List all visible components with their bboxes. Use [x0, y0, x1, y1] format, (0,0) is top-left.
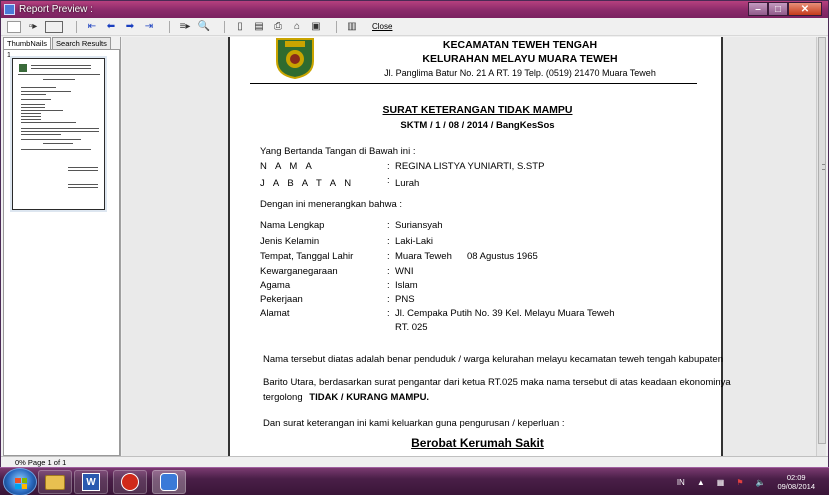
- flag-alert-icon[interactable]: ⚑: [736, 477, 744, 487]
- purpose-text: Berobat Kerumah Sakit: [411, 436, 544, 450]
- colon: :: [387, 175, 390, 186]
- paragraph-3-prefix: tergolong: [263, 392, 303, 403]
- tab-search-results[interactable]: Search Results: [52, 37, 111, 49]
- open-icon[interactable]: ⌂: [293, 21, 301, 32]
- signer-name-value: REGINA LISTYA YUNIARTI, S.STP: [395, 161, 545, 172]
- toolbar-separator: [224, 21, 225, 33]
- page-thumbnail[interactable]: [12, 58, 105, 210]
- name-label: Nama Lengkap: [260, 220, 325, 231]
- thumb-line: [31, 68, 91, 69]
- close-window-button[interactable]: ✕: [788, 2, 822, 16]
- print-setup-icon[interactable]: ▤: [254, 21, 264, 32]
- religion-label: Agama: [260, 280, 291, 291]
- address-value-line-1: Jl. Cempaka Putih No. 39 Kel. Melayu Muara Teweh: [395, 308, 615, 319]
- start-button[interactable]: [3, 468, 37, 495]
- birth-label: Tempat, Tanggal Lahir: [260, 251, 354, 262]
- document-page: [228, 37, 731, 456]
- network-icon[interactable]: ▦: [716, 477, 725, 487]
- thumb-logo-icon: [19, 64, 27, 72]
- exit-icon[interactable]: ▥: [347, 21, 357, 32]
- colon: :: [387, 236, 390, 247]
- red-app-icon: [121, 473, 139, 491]
- regency-emblem-icon: [275, 37, 315, 79]
- thumb-line: [21, 107, 45, 108]
- signer-position-label: J A B A T A N: [260, 178, 355, 189]
- print-icon[interactable]: ⎙: [274, 21, 282, 32]
- thumb-line: [68, 184, 98, 185]
- taskbar-explorer[interactable]: [38, 470, 72, 494]
- intro-text: Yang Bertanda Tangan di Bawah ini :: [260, 146, 416, 157]
- colon: :: [387, 280, 390, 291]
- window-controls: [748, 2, 822, 16]
- name-value: Suriansyah: [395, 220, 443, 231]
- thumb-line: [68, 187, 98, 188]
- folder-icon: [45, 475, 65, 490]
- colon: :: [387, 161, 390, 172]
- thumb-line: [43, 143, 73, 144]
- thumb-line: [21, 119, 41, 120]
- thumb-line: [31, 65, 91, 66]
- minimize-button[interactable]: –: [748, 2, 768, 16]
- toolbar-separator: [336, 21, 337, 33]
- thumb-line: [21, 110, 63, 111]
- address-value-line-2: RT. 025: [395, 322, 428, 333]
- report-app-icon: [160, 473, 178, 491]
- thumb-line: [21, 131, 99, 132]
- thumbnail-number: 1: [7, 52, 11, 59]
- gender-value: Laki-Laki: [395, 236, 434, 247]
- header-line-1: KECAMATAN TEWEH TENGAH: [442, 39, 598, 51]
- signer-name-label: N A M A: [260, 161, 315, 172]
- colon: :: [387, 294, 390, 305]
- find-icon[interactable]: 🔍: [197, 21, 211, 32]
- maximize-button[interactable]: □: [768, 2, 788, 16]
- thumb-line: [68, 167, 98, 168]
- clock-time: 02:09: [786, 473, 806, 482]
- statement-text: Dengan ini menerangkan bahwa :: [260, 199, 403, 210]
- last-page-icon[interactable]: ⇥: [144, 21, 154, 32]
- thumb-line: [21, 134, 61, 135]
- goto-page-icon[interactable]: ≡▸: [179, 21, 191, 32]
- prev-page-icon[interactable]: ⬅: [106, 21, 116, 32]
- toolbar: [1, 18, 828, 36]
- thumb-line: [21, 94, 46, 95]
- colon: :: [387, 308, 390, 319]
- left-panel: [3, 37, 121, 456]
- taskbar-app-red[interactable]: [113, 470, 147, 494]
- nationality-label: Kewarganegaraan: [260, 266, 338, 277]
- thumb-line: [21, 122, 76, 123]
- occupation-value: PNS: [395, 294, 415, 305]
- address-label: Alamat: [260, 308, 290, 319]
- thumb-line: [21, 139, 81, 140]
- header-divider: [250, 83, 697, 84]
- volume-icon[interactable]: 🔈: [755, 477, 766, 487]
- windows-logo-icon: [15, 478, 27, 489]
- religion-value: Islam: [395, 280, 418, 291]
- document-number: SKTM / 1 / 08 / 2014 / BangKesSos: [400, 120, 555, 131]
- thumb-line: [21, 91, 71, 92]
- birth-place-value: Muara Teweh: [395, 251, 452, 262]
- save-icon[interactable]: ▣: [311, 21, 321, 32]
- clock[interactable]: [777, 473, 815, 491]
- first-page-icon[interactable]: ⇤: [87, 21, 97, 32]
- thumb-line: [21, 99, 51, 100]
- taskbar: [0, 467, 829, 495]
- left-tabs: [3, 37, 120, 49]
- header-address: Jl. Panglima Batur No. 21 A RT. 19 Telp. (0519) 21470 Muara Teweh: [384, 68, 656, 78]
- gender-label: Jenis Kelamin: [260, 236, 320, 247]
- word-icon: W: [82, 473, 100, 491]
- close-button[interactable]: Close: [372, 22, 393, 31]
- colon: :: [387, 220, 390, 231]
- taskbar-report-preview[interactable]: [152, 470, 186, 494]
- title-bar[interactable]: [1, 1, 828, 18]
- thumb-line: [21, 87, 56, 88]
- scroll-thumb[interactable]: [818, 37, 826, 444]
- colon: :: [387, 251, 390, 262]
- toolbar-separator: [76, 21, 77, 33]
- thumb-line: [21, 116, 41, 117]
- show-hidden-icons-icon[interactable]: ▲: [696, 477, 705, 487]
- scroll-grip-icon: [822, 164, 825, 170]
- header-line-2: KELURAHAN MELAYU MUARA TEWEH: [422, 53, 618, 65]
- thumb-line: [18, 74, 100, 75]
- tab-thumbnails[interactable]: ThumbNails: [3, 37, 51, 49]
- app-icon: [4, 4, 15, 15]
- signer-position-value: Lurah: [395, 178, 420, 189]
- next-page-icon[interactable]: ➡: [125, 21, 135, 32]
- thumb-line: [21, 149, 91, 150]
- thumb-line: [21, 113, 41, 114]
- toolbar-separator: [169, 21, 170, 33]
- nationality-value: WNI: [395, 266, 414, 277]
- paragraph-1: Nama tersebut diatas adalah benar penduduk / warga kelurahan melayu kecamatan teweh tengah kabupaten: [263, 354, 724, 365]
- thumb-line: [43, 79, 75, 80]
- page-width-icon[interactable]: [45, 21, 63, 33]
- taskbar-word[interactable]: [74, 470, 108, 494]
- document-title: SURAT KETERANGAN TIDAK MAMPU: [382, 104, 573, 116]
- two-page-icon[interactable]: ▫▸: [28, 21, 38, 32]
- paragraph-3: [263, 392, 429, 403]
- birth-date-value: 08 Agustus 1965: [467, 251, 538, 262]
- occupation-label: Pekerjaan: [260, 294, 303, 305]
- status-bar: 0% Page 1 of 1: [1, 456, 828, 468]
- vertical-scrollbar[interactable]: [816, 37, 826, 456]
- report-preview-area[interactable]: [122, 37, 818, 456]
- single-page-icon[interactable]: [7, 21, 21, 33]
- clock-date: 09/08/2014: [777, 482, 815, 491]
- paragraph-2: Barito Utara, berdasarkan surat pengantar dari ketua RT.025 maka nama tersebut di atas keadaan ekonominya: [263, 377, 731, 388]
- thumb-line: [21, 128, 99, 129]
- thumb-line: [21, 104, 45, 105]
- thumb-line: [68, 170, 98, 171]
- economic-status: TIDAK / KURANG MAMPU.: [309, 392, 430, 403]
- thumbnail-area: [3, 49, 120, 456]
- system-tray: [671, 468, 829, 495]
- copy-icon[interactable]: ▯: [237, 21, 243, 32]
- colon: :: [387, 266, 390, 277]
- window-title: Report Preview :: [19, 4, 93, 15]
- language-indicator[interactable]: IN: [676, 477, 685, 487]
- paragraph-4: Dan surat keterangan ini kami keluarkan guna pengurusan / keperluan :: [263, 418, 565, 429]
